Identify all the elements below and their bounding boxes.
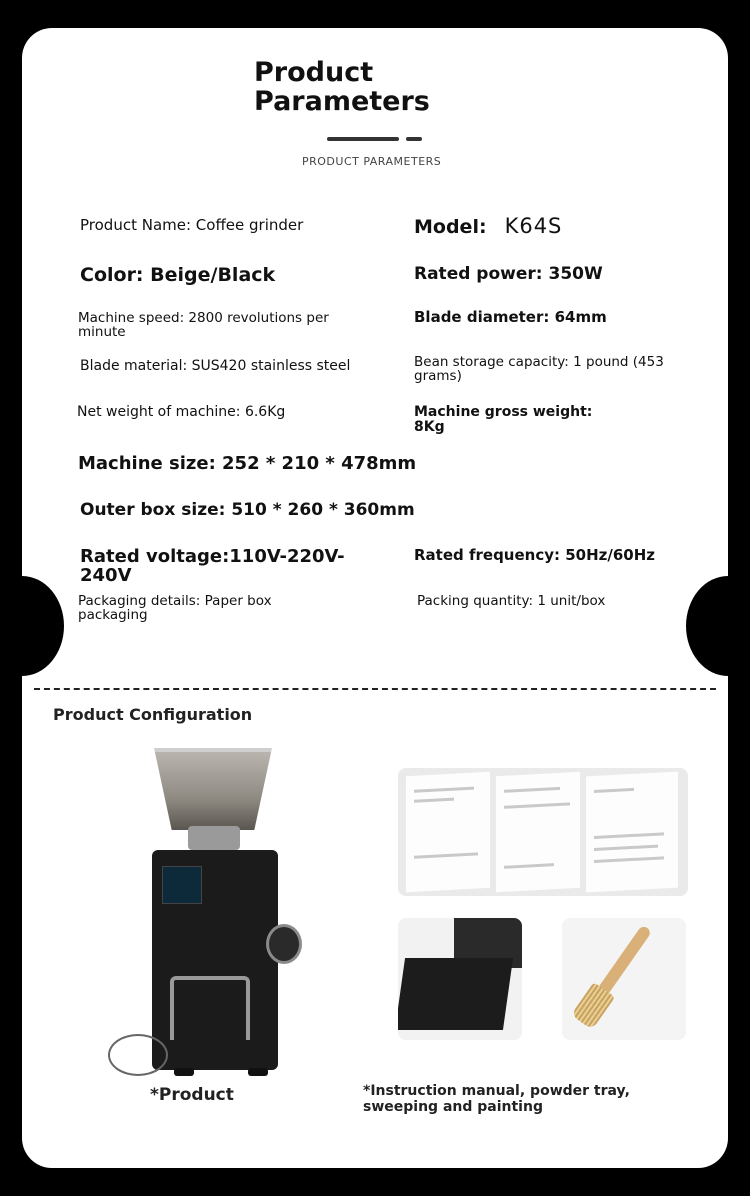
bean-hopper xyxy=(154,748,272,830)
manual-page xyxy=(586,772,678,893)
param-outer-box-size: Outer box size: 510 * 260 * 360mm xyxy=(80,500,415,520)
right-notch xyxy=(686,576,728,676)
param-model-label: Model: xyxy=(414,216,487,238)
display-screen xyxy=(162,866,202,904)
product-caption: *Product xyxy=(150,1085,234,1105)
page-title: Product Parameters xyxy=(254,57,430,117)
param-packing-quantity: Packing quantity: 1 unit/box xyxy=(417,593,606,609)
param-net-weight: Net weight of machine: 6.6Kg xyxy=(77,404,286,420)
title-underline-short xyxy=(406,137,422,141)
hopper-neck xyxy=(188,826,240,850)
adjustment-knob xyxy=(266,924,302,964)
left-notch xyxy=(22,576,64,676)
grinder-foot xyxy=(248,1068,268,1076)
config-title: Product Configuration xyxy=(53,705,253,724)
param-blade-diameter: Blade diameter: 64mm xyxy=(414,308,607,326)
instruction-manual-image xyxy=(398,768,688,896)
param-rated-power: Rated power: 350W xyxy=(414,264,603,284)
param-rated-frequency: Rated frequency: 50Hz/60Hz xyxy=(414,546,656,564)
manual-page xyxy=(496,772,580,892)
param-bean-storage: Bean storage capacity: 1 pound (453 grams) xyxy=(414,354,664,385)
param-machine-size: Machine size: 252 * 210 * 478mm xyxy=(78,453,417,474)
portafilter-fork xyxy=(170,976,250,1040)
param-machine-speed: Machine speed: 2800 revolutions per minute xyxy=(78,310,329,341)
power-cord xyxy=(108,1034,168,1076)
param-model-value: K64S xyxy=(504,214,563,238)
param-model xyxy=(414,215,562,238)
param-rated-voltage: Rated voltage:110V-220V-240V xyxy=(80,546,345,586)
section-divider xyxy=(34,688,716,690)
product-card xyxy=(22,28,728,1168)
param-packaging-details: Packaging details: Paper box packaging xyxy=(78,593,272,624)
grinder-foot xyxy=(174,1068,194,1076)
param-color: Color: Beige/Black xyxy=(80,264,276,286)
cleaning-brush-image xyxy=(562,918,686,1040)
tray-plate xyxy=(398,958,513,1030)
manual-page xyxy=(406,772,490,892)
title-underline-long xyxy=(327,137,399,141)
coffee-grinder-image xyxy=(84,744,304,1084)
page-subtitle: PRODUCT PARAMETERS xyxy=(302,155,442,168)
param-product-name: Product Name: Coffee grinder xyxy=(80,216,304,234)
accessories-caption: *Instruction manual, powder tray, sweeping and painting xyxy=(363,1083,630,1115)
param-blade-material: Blade material: SUS420 stainless steel xyxy=(80,358,351,374)
param-gross-weight: Machine gross weight: 8Kg xyxy=(414,404,593,435)
powder-tray-image xyxy=(398,918,522,1040)
